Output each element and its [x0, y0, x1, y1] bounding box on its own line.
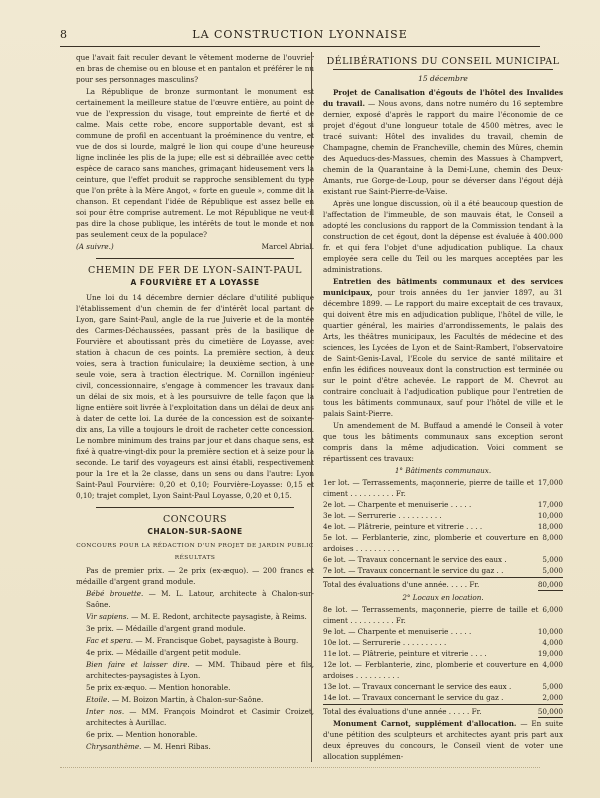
- total-amount: 80,000: [537, 580, 563, 589]
- lot-amount: 5,000: [542, 555, 563, 564]
- page-number: 8: [60, 28, 68, 41]
- entry-motto: Bébé brouette.: [86, 589, 144, 598]
- left-column: [76, 52, 314, 753]
- sewer-text: — Nous avons, dans notre numéro du 16 septembre dernier, exposé d'après le rapport du maire l'économie de ce projet d'égout d'une longueur totale de 4500 mètres, avec le tracé suivant: Hôtel des invalides du travail, chemin de Champagne, chemin de Francheville, chemin des Mûres, chemin des Aqueducs-des-Massues, chemin des Massues à Champvert, chemin de la Quarantaine à la Demi-Lune, chemin des Deux-Amants, rue Gorge-de-Loup, pour se déverser dans l'égout déjà existant rue Saint-Pierre-de-Vaise.: [323, 99, 563, 196]
- council-title: DÉLIBÉRATIONS DU CONSEIL MUNICIPAL: [326, 56, 560, 67]
- intro-paragraph-1: que l'avait fait reculer devant le vêtement moderne de l'ouvrier en bras de chemise ou en blouse et en pantalon et préférer le nu pour ses personnages masculins?: [76, 53, 314, 84]
- to-be-continued: (A suivre.): [76, 242, 114, 251]
- lot-label: 13e lot. — Travaux concernant le service des eaux .: [323, 682, 512, 691]
- concours-entry: [76, 611, 314, 622]
- lot-label: 4e lot. — Plâtrerie, peinture et vitrerie . . . .: [323, 522, 483, 531]
- lot-row: [323, 510, 563, 521]
- concours-entry: [76, 588, 314, 610]
- lot-label: 1er lot. — Terrassements, maçonnerie, pierre de taille et ciment . . . . . . . . . . Fr.: [323, 478, 534, 498]
- column-divider: [311, 52, 312, 762]
- lot-row: [323, 477, 563, 499]
- entry-text: 3e prix. — Médaille d'argent grand module.: [86, 624, 246, 633]
- concours-entries: [76, 588, 314, 752]
- lot-amount: 10,000: [537, 627, 563, 636]
- session-date: 15 décembre: [418, 74, 468, 83]
- entry-motto: Inter nos.: [86, 707, 125, 716]
- entry-text: 6e prix. — Mention honorable.: [86, 730, 198, 739]
- carnot-text: — En suite d'une pétition des sculpteurs et architectes ayant pris part aux deux épreuves du concours, le Conseil vient de voter une allocation supplémen-: [323, 719, 563, 761]
- concours-entry: [76, 647, 314, 658]
- total-label: Total des évaluations d'une année . . . . . Fr.: [323, 707, 482, 716]
- lots-group1: [323, 477, 563, 576]
- lot-label: 5e lot. — Ferblanterie, zinc, plomberie et couverture en ardoises . . . . . . . . . .: [323, 533, 539, 553]
- lot-row: [323, 681, 563, 692]
- lot-row: [323, 692, 563, 703]
- concours-entry: [76, 659, 314, 681]
- maintenance-heading: Entretien des bâtiments communaux et des services municipaux,: [323, 277, 563, 297]
- entry-text: — M. E. Redont, architecte paysagiste, à Reims.: [128, 612, 307, 621]
- entry-motto: Etoile.: [86, 695, 110, 704]
- total-amount: 50,000: [537, 707, 563, 716]
- lots-group2: [323, 604, 563, 703]
- lot-row: [323, 532, 563, 554]
- lot-label: 3e lot. — Serrurerie . . . . . . . . . .: [323, 511, 442, 520]
- title-rule: [333, 69, 553, 70]
- concours-entry: [76, 729, 314, 740]
- carnot-heading: Monument Carnot, supplément d'allocation.: [333, 719, 517, 728]
- lot-label: 10e lot. — Serrurerie . . . . . . . . . .: [323, 638, 447, 647]
- section-divider: [96, 258, 294, 259]
- group2-title: 2° Locaux en location.: [402, 593, 484, 602]
- entry-motto: Fac et spera.: [86, 636, 134, 645]
- intro-paragraph-2: La République de bronze surmontant le monument est certainement la meilleure statue de l'œuvre entière, au point de vue de l'expression du visage, tout empreinte de fierté et de calme. Mais cette robe, encore supportable devant, est si commune de profil en accentuant la proéminence du ventre, et vue de dos si lourde, malgré le lion qui coupe d'une heureuse ligne inclinée les plis de la jupe; elle est si débraillée avec cette espèce de caraco sans manches, grimaçant hideusement vers la ceinture, que l'effet produit se rapproche sensiblement du type que l'on prête à la Mère Angot, « forte en gueule », comme dit la chanson. Et cependant l'idée de République est assez belle en soi pour être comprise autrement. Le mot République ne veut-il pas dire la chose publique, les intérêts de tout le monde et non pas seulement ceux de la populace?: [76, 87, 314, 239]
- discussion-text: Après une longue discussion, où il a été beaucoup question de l'affectation de l'immeuble, de son mauvais état, le Conseil a adopté les conclusions du rapport de la Commission tendant à la construction de cet égout, dont la dépense est évaluée à 400.000 fr. et qui fera l'objet d'une adjudication publique. La chaux employée sera celle du Teil ou les marques acceptées par les administrations.: [323, 199, 563, 274]
- entry-text: — MM. Thibaud père et fils, architectes-paysagistes à Lyon.: [86, 660, 314, 680]
- lot-label: 2e lot. — Charpente et menuiserie . . . . .: [323, 500, 472, 509]
- sewer-heading: Projet de Canalisation d'égouts de l'hôtel des Invalides du travail.: [323, 88, 563, 108]
- lot-label: 12e lot. — Ferblanterie, zinc, plomberie et couverture en ardoises . . . . . . . . . .: [323, 660, 539, 680]
- concours-entry: [76, 623, 314, 634]
- lot-amount: 2,000: [542, 693, 563, 702]
- lot-row: [323, 659, 563, 681]
- total-row-2: [323, 704, 563, 718]
- concours-line1: CONCOURS POUR LA RÉDACTION D'UN PROJET DE JARDIN PUBLIC: [76, 543, 314, 549]
- header-rule: [60, 46, 540, 47]
- concours-entry: [76, 635, 314, 646]
- concours-entry: [76, 682, 314, 693]
- lot-amount: 5,000: [542, 566, 563, 575]
- entry-text: 5e prix ex-æquo. — Mention honorable.: [86, 683, 231, 692]
- concours-entry: [76, 694, 314, 705]
- lot-amount: 19,000: [537, 649, 563, 658]
- lot-label: 8e lot. — Terrassements, maçonnerie, pierre de taille et ciment . . . . . . . . . . Fr.: [323, 605, 539, 625]
- lot-amount: 10,000: [537, 511, 563, 520]
- concours-entry: [76, 706, 314, 728]
- lot-label: 9e lot. — Charpente et menuiserie . . . . .: [323, 627, 472, 636]
- lot-row: [323, 521, 563, 532]
- group1-title: 1° Bâtiments communaux.: [394, 466, 492, 475]
- lot-amount: 4,000: [542, 638, 563, 647]
- railway-subtitle: A FOURVIÈRE ET A LOYASSE: [130, 278, 260, 287]
- amendment-text: Un amendement de M. Buffaud a amendé le Conseil à voter que tous les bâtiments communaux sans exception seront compris dans la même adjudication. Voici comment se répartissent ces travaux:: [323, 421, 563, 463]
- lot-row: [323, 648, 563, 659]
- entry-motto: Chrysanthème.: [86, 742, 142, 751]
- lot-label: 11e lot. — Plâtrerie, peinture et vitrerie . . . .: [323, 649, 487, 658]
- lot-amount: 17,000: [537, 500, 563, 509]
- lot-row: [323, 499, 563, 510]
- lot-row: [323, 626, 563, 637]
- lot-amount: 18,000: [537, 522, 563, 531]
- concours-line2: RÉSULTATS: [174, 555, 216, 561]
- lot-row: [323, 565, 563, 576]
- lot-row: [323, 637, 563, 648]
- concours-entry: [76, 741, 314, 752]
- concours-title: CONCOURS: [162, 514, 228, 525]
- total-row-1: [323, 577, 563, 591]
- entry-text: 4e prix. — Médaille d'argent petit module.: [86, 648, 241, 657]
- author-name: Marcel Abrial.: [261, 242, 314, 251]
- entry-motto: Bien faire et laisser dire.: [86, 660, 190, 669]
- page-bottom-edge: [60, 767, 540, 768]
- entry-text: — M. Boizon Martin, à Chalon-sur-Saône.: [109, 695, 264, 704]
- lot-amount: 8,000: [542, 533, 563, 542]
- lot-amount: 5,000: [542, 682, 563, 691]
- entry-text: — MM. François Moindrot et Casimir Croizet, architectes à Aurillac.: [86, 707, 314, 727]
- railway-title: CHEMIN DE FER DE LYON-SAINT-PAUL: [88, 265, 302, 276]
- concours-subtitle: CHALON-SUR-SAONE: [147, 527, 243, 536]
- section-divider: [96, 507, 294, 508]
- lot-amount: 4,000: [542, 660, 563, 669]
- lot-amount: 17,000: [537, 478, 563, 487]
- lot-label: 7e lot. — Travaux concernant le service du gaz . .: [323, 566, 504, 575]
- maintenance-text: pour trois années du 1er janvier 1897, au 31 décembre 1899. — Le rapport du maire exceptait de ces travaux, qui doivent être mis en adjudication publique, l'hôtel de ville, le quartier général, les mairies d'arrondissements, le palais des Arts, les théâtres municipaux, les Facultés de médecine et des sciences, les Lycées de Lyon et de Saint-Rambert, l'observatoire de Saint-Genis-Laval, l'Ecole du service de santé militaire et enfin les édifices nouveaux dont la construction est terminée ou sur le point d'être achevée. Le rapport de M. Chevrot au contraire concluait à l'adjudication publique pour l'entretien de tous les bâtiments communaux, sauf pour l'hôtel de ville et le palais Saint-Pierre.: [323, 288, 563, 418]
- railway-text: Une loi du 14 décembre dernier déclare d'utilité publique l'établissement d'un chemin de fer d'intérêt local partant de Lyon, gare Saint-Paul, angle de la rue Juiverie et de la montée des Carmes-Déchaussées, passant près de la basilique de Fourvière et aboutissant près du cimetière de Loyasse, avec station à chacun de ces points. La première section, à deux voies, sera à traction funiculaire; la deuxième section, à une seule voie, sera à traction électrique. M. Cornillon ingénieur civil, concessionnaire, s'engage à commencer les travaux dans un délai de six mois, et à les poursuivre de telle façon que la ligne entière soit livrée à l'exploitation dans un délai de deux ans à dater de cette loi. La durée de la concession est de soixante-dix ans, La ville a toujours le droit de racheter cette concession. Le nombre minimum des trains par jour et dans chaque sens, est fixé à quatre-vingt-dix pour la première section et à seize pour la seconde. Le tarif des voyageurs est ainsi établi, respectivement pour la 1re et la 2e classe, dans un sens ou dans l'autre: Lyon Saint-Paul Fourvière: 0,20 et 0,10; Fourvière-Loyasse: 0,15 et 0,10; trajet complet, Lyon Saint-Paul Loyasse, 0,20 et 0,15.: [76, 293, 314, 500]
- publication-title: LA CONSTRUCTION LYONNAISE: [192, 28, 408, 41]
- entry-motto: Vir sapiens.: [86, 612, 129, 621]
- lot-amount: 6,000: [542, 605, 563, 614]
- entry-text: — M. L. Latour, architecte à Chalon-sur-Saône.: [86, 589, 314, 609]
- lot-label: 6e lot. — Travaux concernant le service des eaux .: [323, 555, 507, 564]
- lot-row: [323, 554, 563, 565]
- article-signature: [76, 241, 314, 252]
- entry-text: — M. Henri Ribas.: [141, 742, 211, 751]
- concours-intro: Pas de premier prix. — 2e prix (ex-æquo). — 200 francs et médaille d'argent grand module.: [76, 566, 314, 586]
- entry-text: — M. Francisque Gobet, paysagiste à Bourg.: [133, 636, 299, 645]
- right-column: [323, 52, 563, 763]
- total-label: Total des évaluations d'une année. . . . . Fr.: [323, 580, 480, 589]
- lot-label: 14e lot. — Travaux concernant le service du gaz .: [323, 693, 504, 702]
- lot-row: [323, 604, 563, 626]
- page-header: [60, 28, 540, 46]
